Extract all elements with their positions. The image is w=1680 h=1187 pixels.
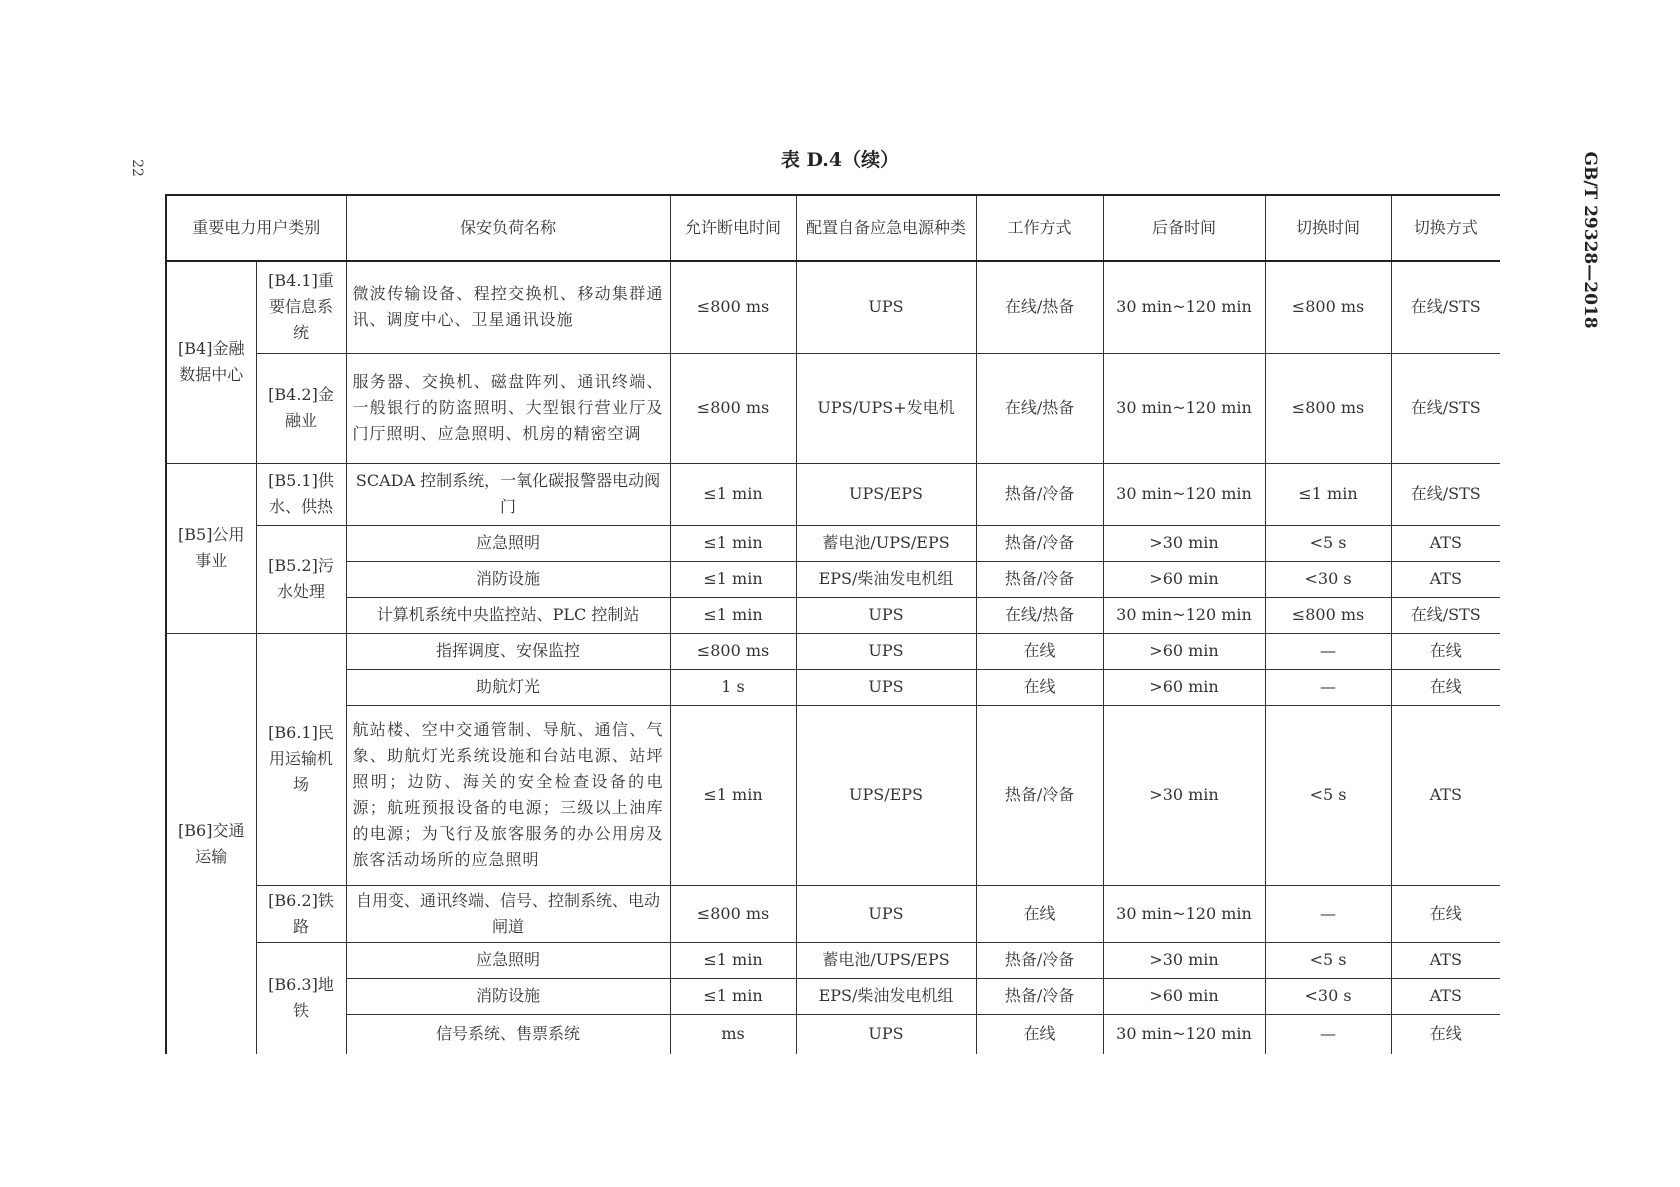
work-mode-cell: 在线/热备 <box>976 261 1103 353</box>
backup-time-cell: 30 min~120 min <box>1103 353 1265 463</box>
work-mode-cell: 热备/冷备 <box>976 705 1103 885</box>
switch-mode-cell: ATS <box>1391 525 1500 561</box>
switch-mode-cell: 在线/STS <box>1391 353 1500 463</box>
work-mode-cell: 热备/冷备 <box>976 561 1103 597</box>
subgroup-b6-1-cell: [B6.1]民用运输机场 <box>256 633 346 885</box>
table-title: 表 D.4（续） <box>780 149 900 171</box>
subgroup-b6-3-cell: [B6.3]地铁 <box>256 942 346 1054</box>
backup-time-cell: >60 min <box>1103 633 1265 669</box>
backup-time-cell: 30 min~120 min <box>1103 261 1265 353</box>
power-type-cell: 蓄电池/UPS/EPS <box>796 525 976 561</box>
power-type-cell: EPS/柴油发电机组 <box>796 978 976 1014</box>
allowed-outage-cell: ≤1 min <box>670 942 796 978</box>
switch-time-cell: — <box>1265 633 1391 669</box>
switch-mode-cell: ATS <box>1391 978 1500 1014</box>
work-mode-cell: 在线/热备 <box>976 597 1103 633</box>
work-mode-cell: 在线 <box>976 669 1103 705</box>
header-allowed-outage: 允许断电时间 <box>670 195 796 261</box>
allowed-outage-cell: ≤800 ms <box>670 261 796 353</box>
backup-time-cell: 30 min~120 min <box>1103 597 1265 633</box>
load-name-cell: 指挥调度、安保监控 <box>346 633 670 669</box>
power-type-cell: UPS <box>796 1014 976 1054</box>
switch-mode-cell: 在线 <box>1391 669 1500 705</box>
work-mode-cell: 热备/冷备 <box>976 978 1103 1014</box>
allowed-outage-cell: ms <box>670 1014 796 1054</box>
switch-time-cell: <5 s <box>1265 942 1391 978</box>
switch-time-cell: — <box>1265 669 1391 705</box>
load-name-cell: 计算机系统中央监控站、PLC 控制站 <box>346 597 670 633</box>
load-name-cell: 服务器、交换机、磁盘阵列、通讯终端、一般银行的防盗照明、大型银行营业厅及门厅照明、应急照明、机房的精密空调 <box>346 353 670 463</box>
table-header-row <box>166 195 1500 261</box>
work-mode-cell: 热备/冷备 <box>976 463 1103 525</box>
load-name-cell: 自用变、通讯终端、信号、控制系统、电动闸道 <box>346 885 670 942</box>
switch-time-cell: <30 s <box>1265 978 1391 1014</box>
load-table-container <box>165 194 1500 1054</box>
table-row <box>166 1014 1500 1054</box>
power-type-cell: UPS <box>796 633 976 669</box>
switch-time-cell: <5 s <box>1265 705 1391 885</box>
table-row <box>166 942 1500 978</box>
table-row <box>166 597 1500 633</box>
work-mode-cell: 在线 <box>976 633 1103 669</box>
switch-mode-cell: 在线/STS <box>1391 261 1500 353</box>
group-b6-cell: [B6]交通运输 <box>166 633 256 1054</box>
power-type-cell: 蓄电池/UPS/EPS <box>796 942 976 978</box>
switch-time-cell: <30 s <box>1265 561 1391 597</box>
switch-time-cell: — <box>1265 885 1391 942</box>
allowed-outage-cell: ≤1 min <box>670 978 796 1014</box>
subgroup-b5-2-cell: [B5.2]污水处理 <box>256 525 346 633</box>
allowed-outage-cell: ≤1 min <box>670 597 796 633</box>
backup-time-cell: 30 min~120 min <box>1103 885 1265 942</box>
allowed-outage-cell: ≤800 ms <box>670 885 796 942</box>
table-row <box>166 669 1500 705</box>
table-row <box>166 525 1500 561</box>
switch-time-cell: ≤800 ms <box>1265 353 1391 463</box>
page-number: 22 <box>128 159 145 177</box>
backup-time-cell: >30 min <box>1103 525 1265 561</box>
switch-mode-cell: ATS <box>1391 942 1500 978</box>
power-type-cell: UPS <box>796 669 976 705</box>
allowed-outage-cell: 1 s <box>670 669 796 705</box>
switch-mode-cell: 在线/STS <box>1391 463 1500 525</box>
allowed-outage-cell: ≤1 min <box>670 525 796 561</box>
allowed-outage-cell: ≤1 min <box>670 463 796 525</box>
header-backup-time: 后备时间 <box>1103 195 1265 261</box>
switch-time-cell: ≤800 ms <box>1265 597 1391 633</box>
emergency-power-table <box>165 194 1500 1054</box>
table-row <box>166 705 1500 885</box>
allowed-outage-cell: ≤1 min <box>670 561 796 597</box>
header-power-type: 配置自备应急电源种类 <box>796 195 976 261</box>
backup-time-cell: >30 min <box>1103 942 1265 978</box>
group-b5-cell: [B5]公用事业 <box>166 463 256 633</box>
subgroup-b4-1-cell: [B4.1]重要信息系统 <box>256 261 346 353</box>
subgroup-b5-1-cell: [B5.1]供水、供热 <box>256 463 346 525</box>
switch-time-cell: ≤800 ms <box>1265 261 1391 353</box>
subgroup-b4-2-cell: [B4.2]金融业 <box>256 353 346 463</box>
load-name-cell: 消防设施 <box>346 978 670 1014</box>
power-type-cell: EPS/柴油发电机组 <box>796 561 976 597</box>
backup-time-cell: 30 min~120 min <box>1103 1014 1265 1054</box>
backup-time-cell: >60 min <box>1103 561 1265 597</box>
load-name-cell: 信号系统、售票系统 <box>346 1014 670 1054</box>
work-mode-cell: 热备/冷备 <box>976 942 1103 978</box>
switch-mode-cell: 在线 <box>1391 1014 1500 1054</box>
allowed-outage-cell: ≤800 ms <box>670 353 796 463</box>
header-category: 重要电力用户类别 <box>166 195 346 261</box>
power-type-cell: UPS/UPS+发电机 <box>796 353 976 463</box>
work-mode-cell: 在线/热备 <box>976 353 1103 463</box>
switch-mode-cell: ATS <box>1391 561 1500 597</box>
load-name-cell: 应急照明 <box>346 942 670 978</box>
power-type-cell: UPS <box>796 597 976 633</box>
group-b4-cell: [B4]金融数据中心 <box>166 261 256 463</box>
backup-time-cell: 30 min~120 min <box>1103 463 1265 525</box>
table-row <box>166 261 1500 353</box>
header-load-name: 保安负荷名称 <box>346 195 670 261</box>
work-mode-cell: 在线 <box>976 1014 1103 1054</box>
table-row <box>166 978 1500 1014</box>
switch-time-cell: <5 s <box>1265 525 1391 561</box>
load-name-cell: 微波传输设备、程控交换机、移动集群通讯、调度中心、卫星通讯设施 <box>346 261 670 353</box>
header-switch-mode: 切换方式 <box>1391 195 1500 261</box>
work-mode-cell: 在线 <box>976 885 1103 942</box>
load-name-cell: 航站楼、空中交通管制、导航、通信、气象、助航灯光系统设施和台站电源、站坪照明；边防、海关的安全检查设备的电源；航班预报设备的电源；三级以上油库的电源；为飞行及旅客服务的办公用房及旅客活动场所的应急照明 <box>346 705 670 885</box>
standard-code: GB/T 29328—2018 <box>1580 151 1600 329</box>
allowed-outage-cell: ≤1 min <box>670 705 796 885</box>
table-row <box>166 353 1500 463</box>
table-row <box>166 561 1500 597</box>
switch-time-cell: — <box>1265 1014 1391 1054</box>
work-mode-cell: 热备/冷备 <box>976 525 1103 561</box>
switch-mode-cell: ATS <box>1391 705 1500 885</box>
backup-time-cell: >30 min <box>1103 705 1265 885</box>
switch-time-cell: ≤1 min <box>1265 463 1391 525</box>
switch-mode-cell: 在线/STS <box>1391 597 1500 633</box>
table-row <box>166 633 1500 669</box>
load-name-cell: SCADA 控制系统，一氧化碳报警器电动阀门 <box>346 463 670 525</box>
switch-mode-cell: 在线 <box>1391 885 1500 942</box>
allowed-outage-cell: ≤800 ms <box>670 633 796 669</box>
backup-time-cell: >60 min <box>1103 978 1265 1014</box>
switch-mode-cell: 在线 <box>1391 633 1500 669</box>
power-type-cell: UPS <box>796 885 976 942</box>
backup-time-cell: >60 min <box>1103 669 1265 705</box>
table-row <box>166 463 1500 525</box>
load-name-cell: 应急照明 <box>346 525 670 561</box>
power-type-cell: UPS/EPS <box>796 705 976 885</box>
power-type-cell: UPS <box>796 261 976 353</box>
load-name-cell: 消防设施 <box>346 561 670 597</box>
load-name-cell: 助航灯光 <box>346 669 670 705</box>
header-work-mode: 工作方式 <box>976 195 1103 261</box>
header-switch-time: 切换时间 <box>1265 195 1391 261</box>
table-row <box>166 885 1500 942</box>
power-type-cell: UPS/EPS <box>796 463 976 525</box>
subgroup-b6-2-cell: [B6.2]铁路 <box>256 885 346 942</box>
